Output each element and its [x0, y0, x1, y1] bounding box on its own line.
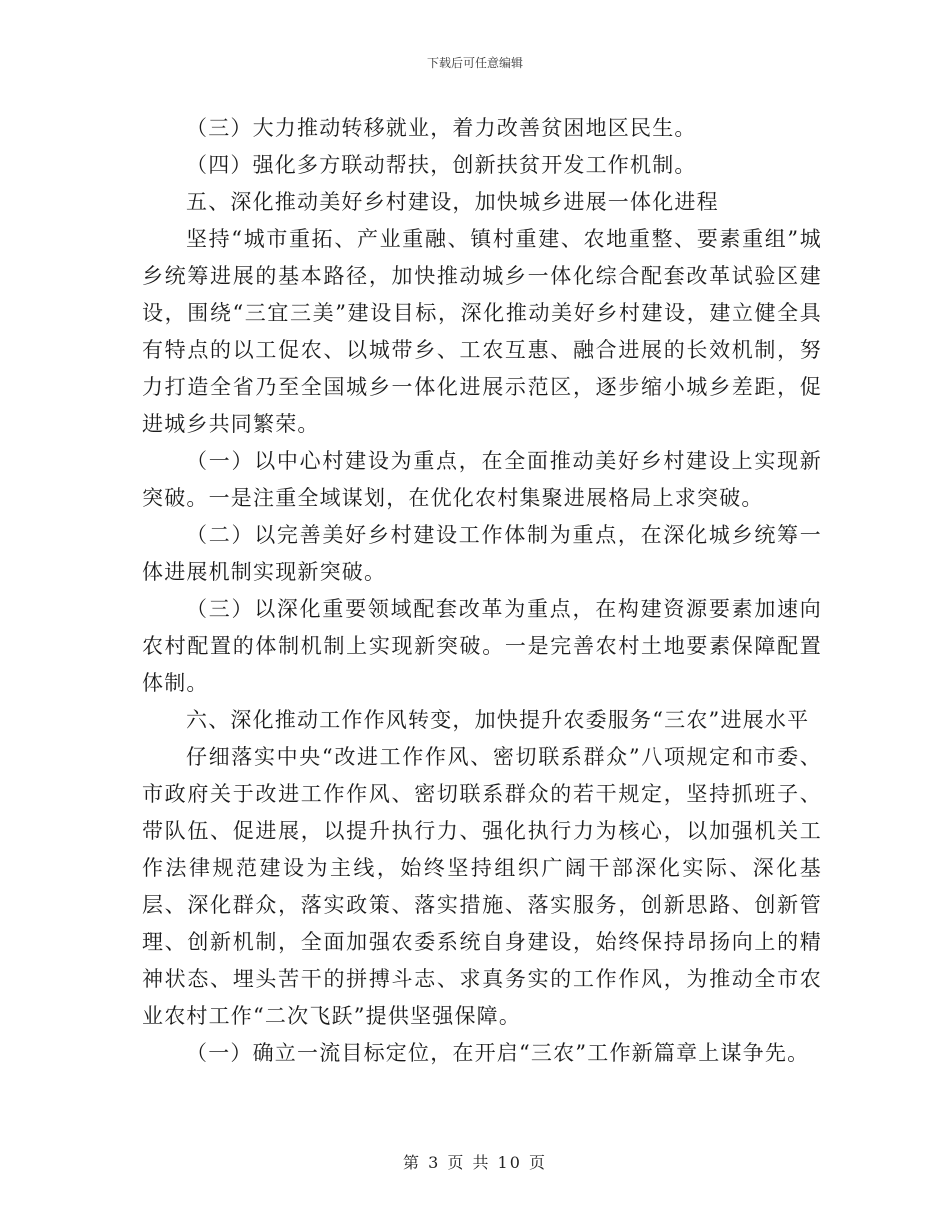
- header-note: 下载后可任意编辑: [426, 56, 523, 70]
- paragraph: （三）大力推动转移就业，着力改善贫困地区民生。: [186, 116, 697, 140]
- paragraph: （一）以中心村建设为重点，在全面推动美好乡村建设上实现新突破。一是注重全域谋划，在优化农村集聚进展格局上求突破。: [142, 449, 822, 510]
- paragraph: （一）确立一流目标定位，在开启“三农”工作新篇章上谋争先。: [186, 1041, 810, 1065]
- section-heading: 六、深化推动工作作风转变，加快提升农委服务“三农”进展水平: [186, 708, 810, 732]
- paragraph: （三）以深化重要领域配套改革为重点，在构建资源要素加速向农村配置的体制机制上实现新突破。一是完善农村土地要素保障配置体制。: [142, 597, 822, 695]
- paragraph: （四）强化多方联动帮扶，创新扶贫开发工作机制。: [186, 153, 697, 177]
- paragraph: （二）以完善美好乡村建设工作体制为重点，在深化城乡统筹一体进展机制实现新突破。: [142, 523, 822, 584]
- section-heading: 五、深化推动美好乡村建设，加快城乡进展一体化进程: [186, 190, 719, 214]
- paragraph: 坚持“城市重拓、产业重融、镇村重建、农地重整、要素重组”城乡统筹进展的基本路径，加快推动城乡一体化综合配套改革试验区建设，围绕“三宜三美”建设目标，深化推动美好乡村建设，建立健全具有特点的以工促农、以城带乡、工农互惠、融合进展的长效机制，努力打造全省乃至全国城乡一体化进展示范区，逐步缩小城乡差距，促进城乡共同繁荣。: [142, 227, 822, 436]
- page-number: 第 3 页 共 10 页: [403, 1153, 547, 1172]
- document-body: [142, 110, 822, 1072]
- paragraph: 仔细落实中央“改进工作作风、密切联系群众”八项规定和市委、市政府关于改进工作作风、密切联系群众的若干规定，坚持抓班子、带队伍、促进展，以提升执行力、强化执行力为核心，以加强机关工作法律规范建设为主线，始终坚持组织广阔干部深化实际、深化基层、深化群众，落实政策、落实措施、落实服务，创新思路、创新管理、创新机制，全面加强农委系统自身建设，始终保持昂扬向上的精神状态、埋头苦干的拼搏斗志、求真务实的工作作风，为推动全市农业农村工作“二次飞跃”提供坚强保障。: [142, 745, 822, 1028]
